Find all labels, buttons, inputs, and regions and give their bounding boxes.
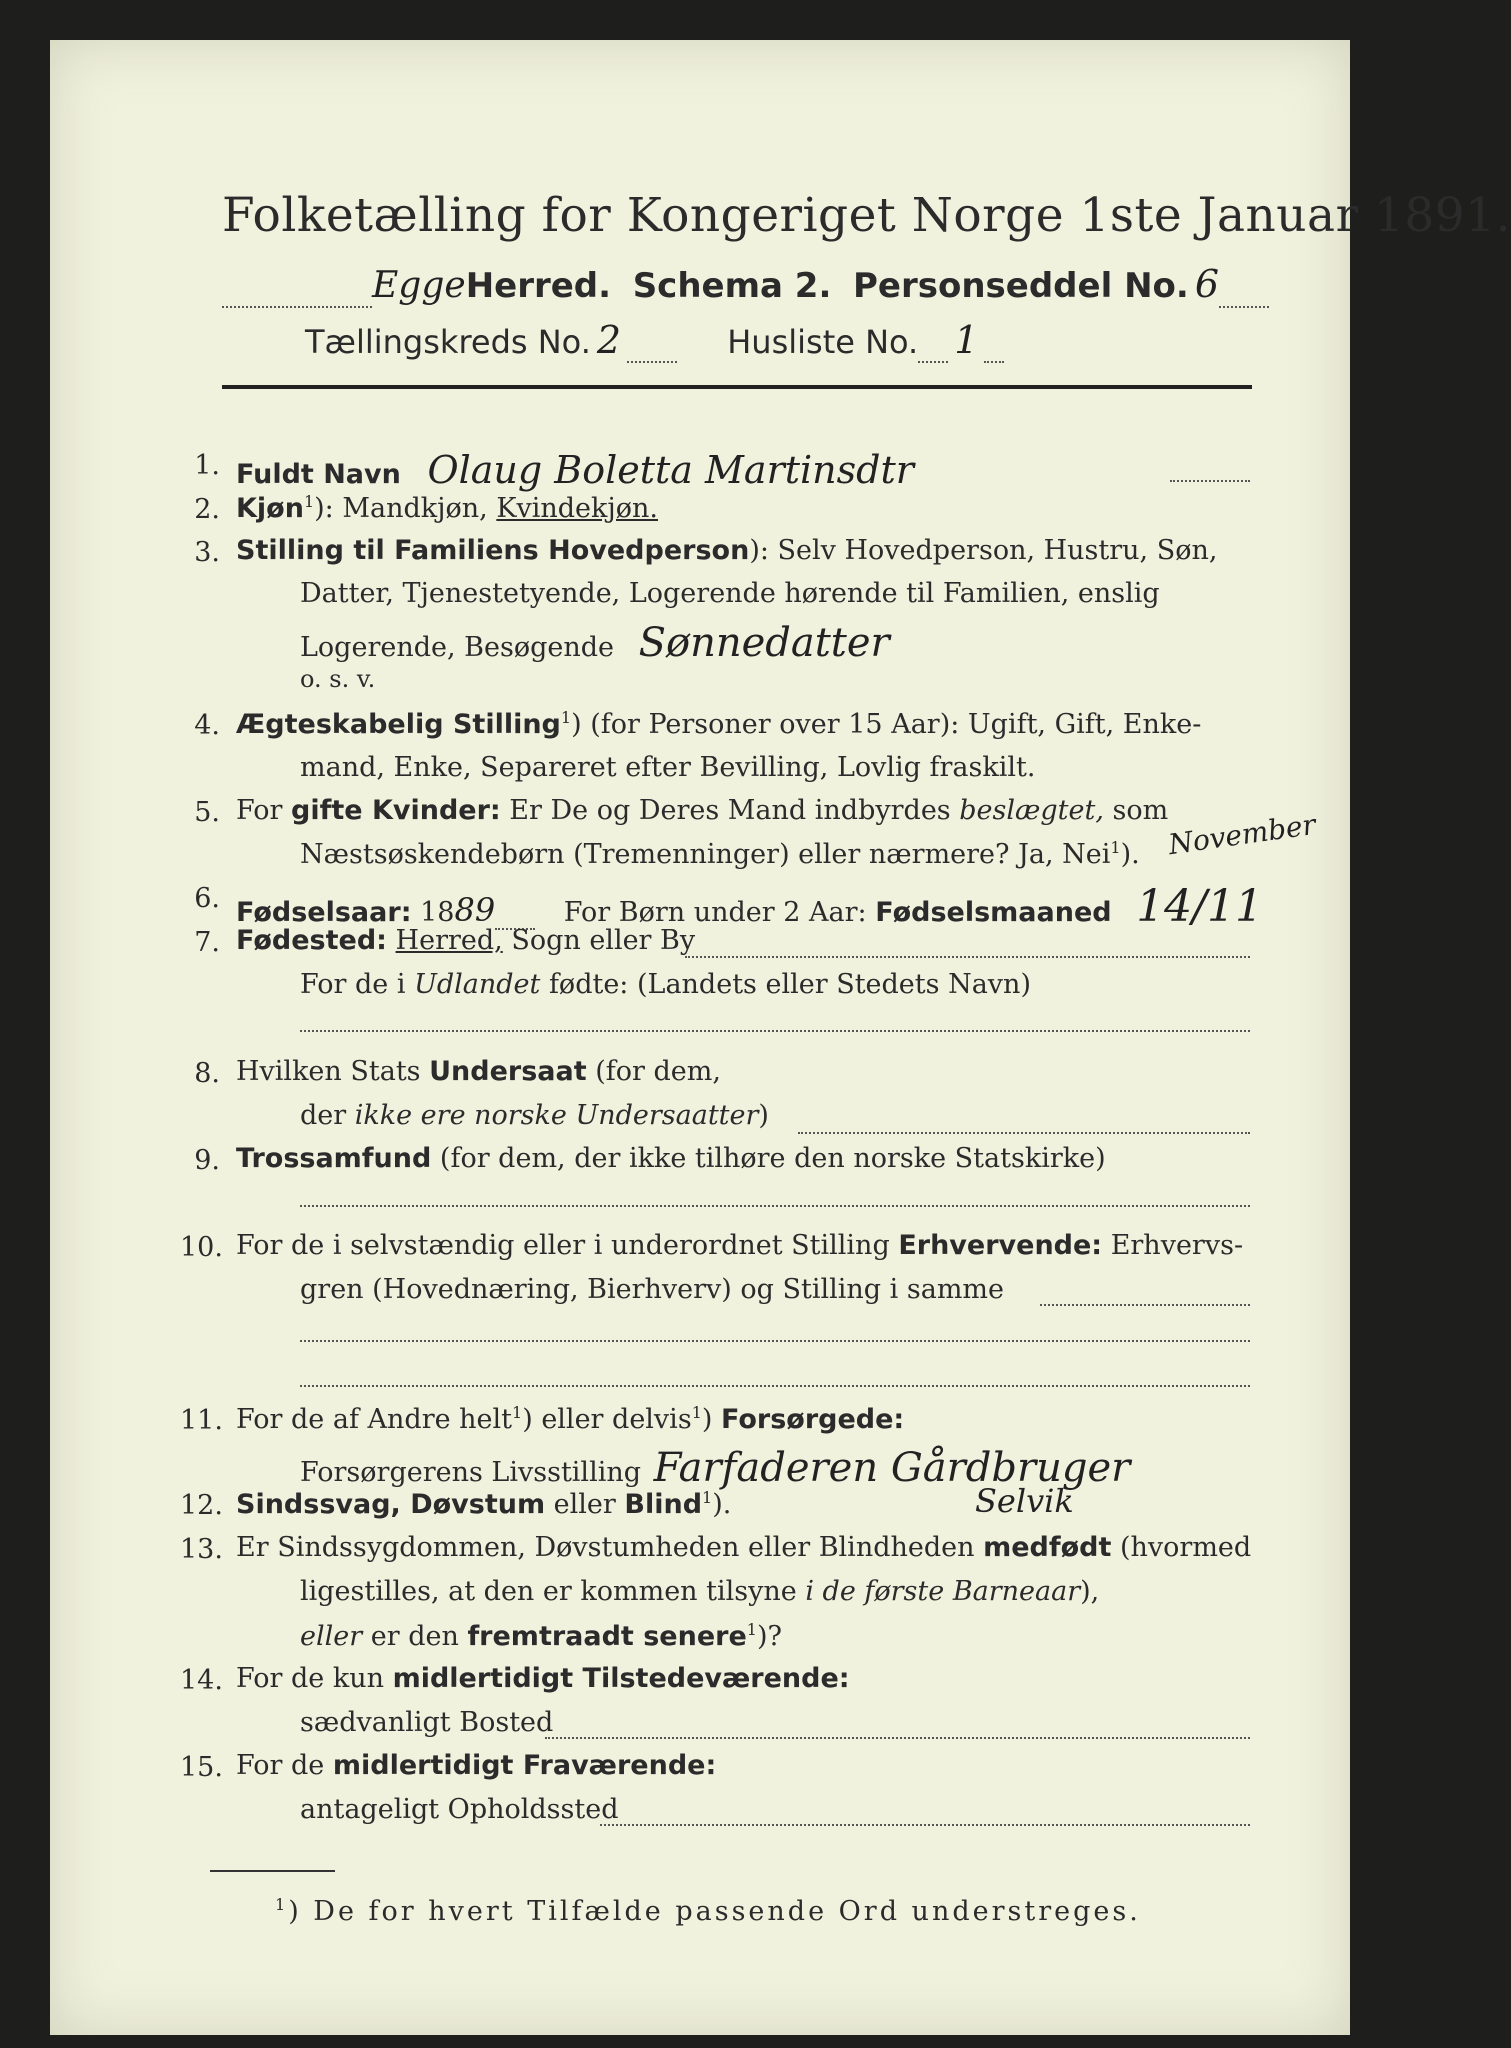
q7-line1 [236, 925, 695, 956]
q5-line1 [236, 795, 1168, 826]
q6-label: Fødselsaar: [236, 897, 412, 928]
q12-number: 12. [180, 1490, 223, 1521]
q15-line1 [236, 1750, 716, 1781]
q15-text-a: For de [236, 1750, 333, 1781]
q5-text-c: som [1103, 795, 1169, 826]
q1-label: Fuldt Navn [236, 459, 401, 490]
q13-line2 [300, 1576, 1099, 1607]
q14-line2: sædvanligt Bosted [300, 1707, 554, 1738]
q8-text-b: (for dem, [586, 1056, 721, 1087]
q3-line2: Datter, Tjenestetyende, Logerende hørende til Familien, enslig [300, 578, 1160, 609]
q2-text-a: ): Mandkjøn, [314, 493, 497, 524]
personseddel-value: 6 [1194, 262, 1219, 306]
q11-value1: Farfaderen Gårdbruger [653, 1445, 1131, 1491]
q13-line2-it: i de første Barneaar [805, 1576, 1081, 1607]
q8-line2-it: ikke ere norske Undersaatter [354, 1100, 759, 1131]
q13-label: medfødt [983, 1532, 1112, 1563]
q5-it-word: beslægtet, [959, 795, 1104, 826]
q3-line3 [300, 620, 890, 666]
kreds-label: Tællingskreds No. [305, 323, 591, 361]
q3-line1 [236, 535, 1217, 566]
husliste-label: Husliste No. [727, 323, 919, 361]
q1-name-value: Olaug Boletta Martinsdtr [427, 448, 914, 492]
q3-line3-text: Logerende, Besøgende [300, 632, 614, 663]
q1-dotline [1170, 480, 1250, 482]
q2-text-b: Kvindekjøn. [496, 493, 658, 524]
q13-line2-a: ligestilles, at den er kommen tilsyne [300, 1576, 806, 1607]
q14-line1 [236, 1663, 850, 1694]
q10-dotline [1040, 1304, 1250, 1306]
q12-label: Sindssvag, Døvstum [236, 1489, 546, 1520]
q6-year-prefix: 18 [420, 897, 455, 928]
q7-number: 7. [194, 927, 220, 958]
q8-text-a: Hvilken Stats [236, 1056, 430, 1087]
q14-text-a: For de kun [236, 1663, 393, 1694]
q3-line1-rest: ): Selv Hovedperson, Hustru, Søn, [749, 535, 1218, 566]
q14-number: 14. [180, 1665, 223, 1696]
q6-birth-month-value: 14/11 [1136, 881, 1263, 932]
q15-label: midlertidigt Fraværende: [332, 1750, 717, 1781]
q15-line2: antageligt Opholdssted [300, 1794, 619, 1825]
q11-text-a: For de af Andre helt [236, 1404, 513, 1435]
q1-line [236, 448, 914, 492]
q4-line2: mand, Enke, Separeret efter Bevilling, Lovlig fraskilt. [300, 752, 1036, 783]
personseddel-label: Personseddel No. [853, 266, 1189, 306]
q7-label: Fødested: [236, 925, 387, 956]
footnote [275, 1895, 1141, 1927]
census-form-sheet [50, 40, 1511, 2035]
q2-number: 2. [194, 494, 220, 525]
husliste-value: 1 [954, 318, 979, 362]
q13-number: 13. [180, 1534, 223, 1565]
q5-line2-end: ). [1120, 839, 1140, 870]
q7-line2-it: Udlandet [414, 969, 541, 1000]
q7-line2 [300, 969, 1031, 1000]
q5-number: 5. [194, 797, 220, 828]
q8-dotline [798, 1132, 1250, 1134]
header-row-kreds [305, 318, 1004, 363]
q7-dotline [685, 956, 1250, 958]
q13-line3-it: eller [300, 1621, 363, 1652]
footnote-text: ) De for hvert Tilfælde passende Ord understreges. [288, 1896, 1141, 1927]
header-divider [222, 385, 1252, 389]
q3-line4: o. s. v. [300, 665, 376, 693]
q4-label: Ægteskabelig Stilling [236, 709, 561, 740]
q11-line1: For de af Andre helt$^1$) eller delvis$^1$) Forsørgede: [236, 1403, 905, 1435]
q13-text-b: (hvormed [1111, 1532, 1252, 1563]
footnote-sup: 1 [275, 1895, 289, 1914]
q5-month-value: November [1166, 807, 1318, 862]
herred-value: Egge [372, 265, 466, 306]
q6-text-mid: For Børn under 2 Aar: [563, 897, 876, 928]
q11-text-c: ) [701, 1404, 721, 1435]
q5-line2: Næstsøskendebørn (Tremenninger) eller nærmere? Ja, Nei$^1$). [300, 838, 1140, 870]
q8-line2-a: der [300, 1100, 355, 1131]
q11-value2: Selvik [975, 1482, 1074, 1520]
q13-line3-b: )? [756, 1621, 782, 1652]
q12-text-b: ). [712, 1489, 732, 1520]
q13-text-a: Er Sindssygdommen, Døvstumheden eller Blindheden [236, 1532, 984, 1563]
q6-year-value: 89 [454, 891, 496, 929]
q10-answer-line-1 [300, 1340, 1250, 1342]
q14-label: midlertidigt Tilstedeværende: [392, 1663, 850, 1694]
q12-text-a: eller [545, 1489, 625, 1520]
q9-number: 9. [194, 1145, 220, 1176]
q4-line1: Ægteskabelig Stilling$^1$) (for Personer over 15 Aar): Ugift, Gift, Enke- [236, 708, 1202, 740]
q7-text-b: Sogn eller By [502, 925, 696, 956]
q7-text-a: Herred, [395, 925, 503, 956]
q8-label: Undersaat [429, 1056, 587, 1087]
kreds-value: 2 [596, 318, 622, 362]
footnote-divider [210, 1870, 335, 1872]
q5-text-a: For [236, 795, 292, 826]
q6-number: 6. [194, 883, 220, 914]
q10-line2: gren (Hovednæring, Bierhverv) og Stilling i samme [300, 1274, 1005, 1305]
q5-line2-text: Næstsøskendebørn (Tremenninger) eller nærmere? Ja, Nei [300, 839, 1111, 870]
q11-label: Forsørgede: [721, 1404, 905, 1435]
q10-text-b: Erhvervs- [1102, 1230, 1244, 1261]
q13-line3-a: er den [362, 1621, 468, 1652]
q8-number: 8. [194, 1058, 220, 1089]
q3-number: 3. [194, 537, 220, 568]
q10-answer-line-2 [300, 1385, 1250, 1387]
q15-dotline [600, 1824, 1250, 1826]
q11-number: 11. [180, 1405, 223, 1436]
q5-text-b: Er De og Deres Mand indbyrdes [500, 795, 960, 826]
q6-label2: Fødselsmaaned [875, 897, 1112, 928]
q15-number: 15. [180, 1752, 223, 1783]
q8-line1 [236, 1056, 721, 1087]
q4-number: 4. [194, 710, 220, 741]
q7-answer-line [300, 1030, 1250, 1032]
q1-number: 1. [194, 450, 220, 481]
q13-line3: eller er den fremtraadt senere$^1$)? [300, 1620, 782, 1652]
q2-sup: 1 [303, 492, 315, 511]
q9-answer-line [300, 1205, 1250, 1207]
q11-line2-text: Forsørgerens Livsstilling [300, 1457, 642, 1488]
form-title: Folketælling for Kongeriget Norge 1ste Januar 1891. [222, 188, 1511, 243]
q10-line1 [236, 1230, 1243, 1261]
q10-number: 10. [180, 1232, 223, 1263]
herred-label: Herred. [465, 266, 612, 306]
q12-label2: Blind [624, 1489, 703, 1520]
q2-line [236, 492, 658, 524]
q9-text: (for dem, der ikke tilhøre den norske Statskirke) [431, 1143, 1106, 1174]
q3-value: Sønnedatter [638, 620, 890, 666]
q14-dotline [545, 1737, 1250, 1739]
q13-line2-b: ), [1080, 1576, 1100, 1607]
q7-line2-b: fødte: (Landets eller Stedets Navn) [540, 969, 1031, 1000]
q7-line2-a: For de i [300, 969, 415, 1000]
header-row-herred [222, 262, 1269, 308]
q9-label: Trossamfund [236, 1143, 432, 1174]
q2-label: Kjøn [236, 493, 304, 524]
q3-label: Stilling til Familiens Hovedperson [236, 535, 750, 566]
q4-line1-rest: ) (for Personer over 15 Aar): Ugift, Gift, Enke- [571, 709, 1202, 740]
q9-line [236, 1143, 1106, 1174]
q13-line1 [236, 1532, 1251, 1563]
q12-line: Sindssvag, Døvstum eller Blind$^1$). [236, 1488, 732, 1520]
q10-label: Erhvervende: [898, 1230, 1103, 1261]
q10-text-a: For de i selvstændig eller i underordnet Stilling [236, 1230, 899, 1261]
schema-label: Schema 2. [632, 266, 832, 306]
q13-line3-label: fremtraadt senere [467, 1621, 747, 1652]
q8-line2-b: ) [758, 1100, 769, 1131]
q5-label: gifte Kvinder: [291, 795, 501, 826]
q11-text-b: ) eller delvis [522, 1404, 692, 1435]
q8-line2 [300, 1100, 769, 1131]
